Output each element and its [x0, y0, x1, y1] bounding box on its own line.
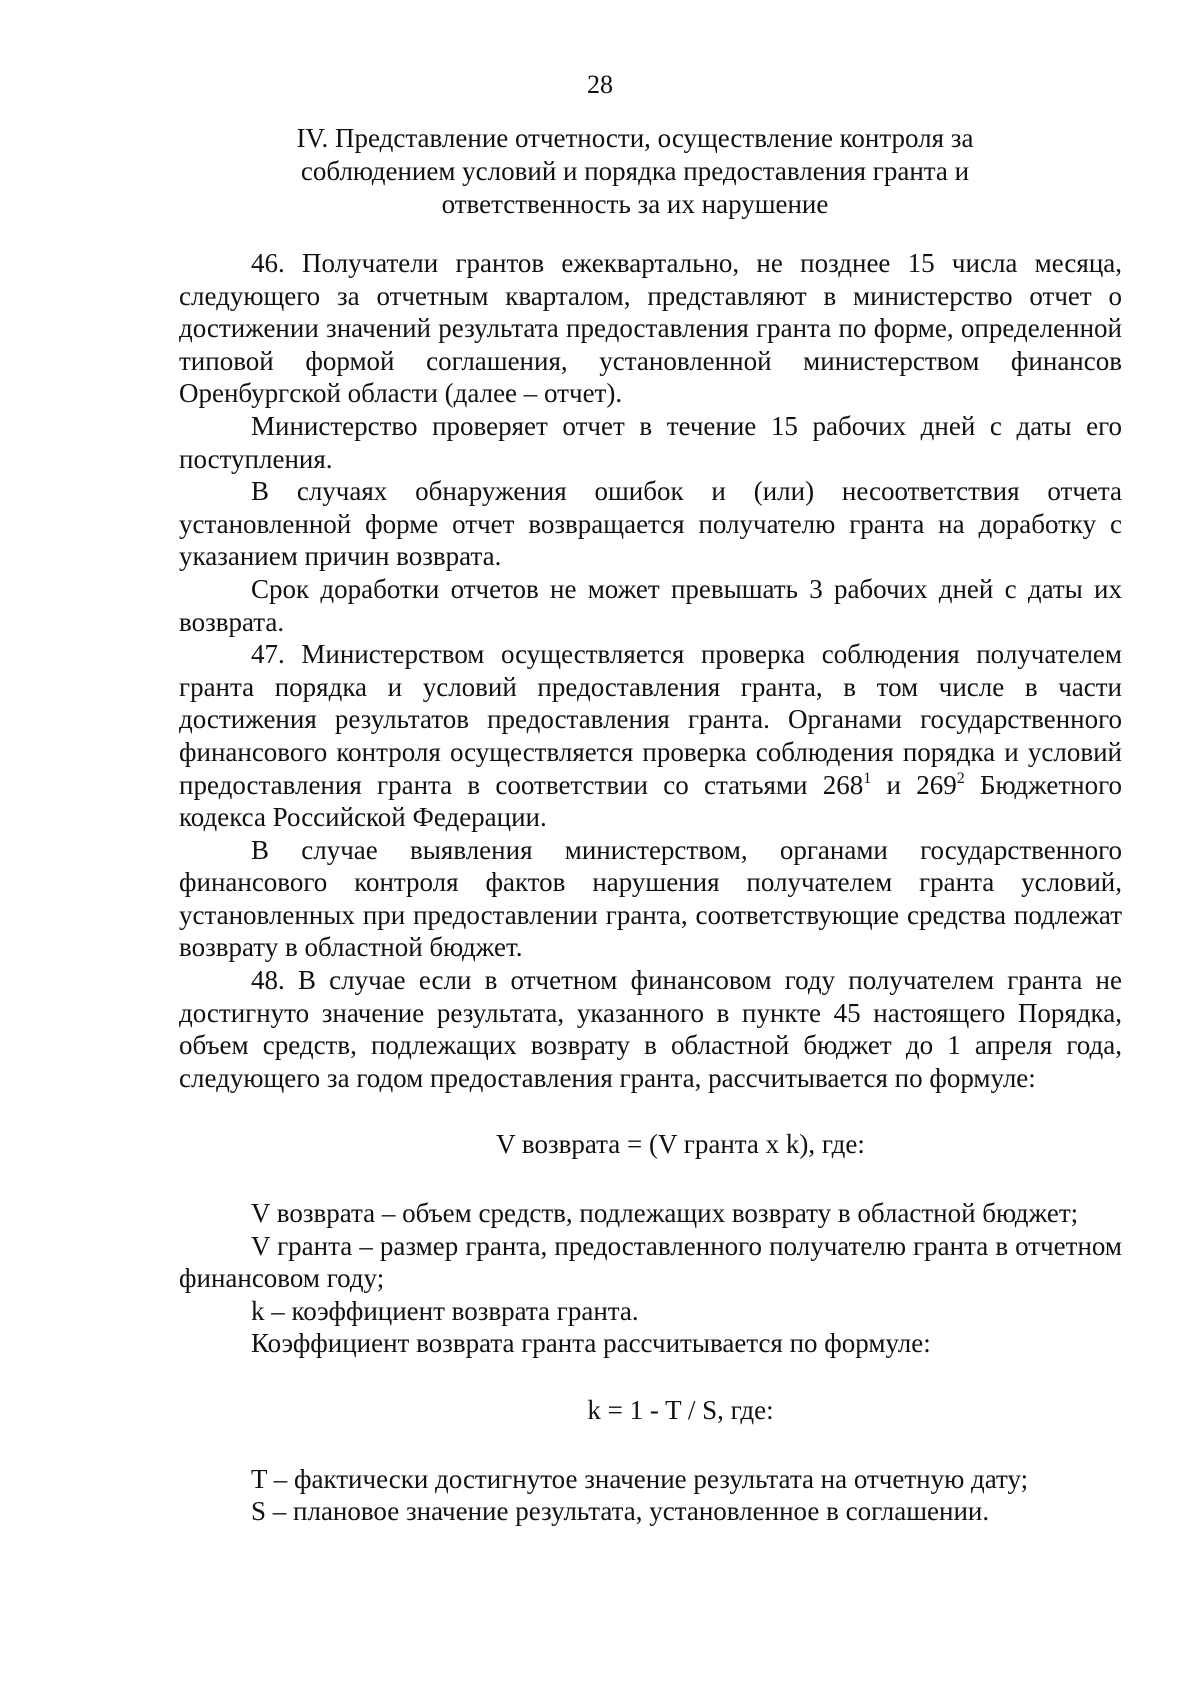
paragraph-47-violation: В случае выявления министерством, органами государственного финансового контроля фактов нарушения получателем гранта условий, установленных при предоставлении гранта, соответствующие средства подлежат возврату в областной бюджет.: [179, 834, 1122, 963]
definition-s: S – плановое значение результата, установленное в соглашении.: [251, 1496, 990, 1527]
definition-k: k – коэффициент возврата гранта.: [251, 1295, 639, 1326]
paragraph-46-errors: В случаях обнаружения ошибок и (или) несоответствия отчета установленной форме отчет возвращается получателю гранта на доработку с указанием причин возврата.: [179, 476, 1122, 572]
paragraph-48-intro: 48. В случае если в отчетном финансовом году получателем гранта не достигнуто значение результата, указанного в пункте 45 настоящего Порядка, объем средств, подлежащих возврату в областной бюджет до 1 апреля года, следующего за годом предоставления гранта, рассчитывается по формуле:: [179, 965, 1122, 1093]
paragraph-47-text-after: Бюджетного кодекса Российской Федерации.: [179, 769, 1122, 833]
section-title-line: соблюдением условий и порядка предоставления гранта и: [300, 156, 970, 186]
superscript-2: 2: [956, 769, 965, 787]
definition-v-return: V возврата – объем средств, подлежащих возврату в областной бюджет;: [251, 1198, 1079, 1229]
paragraph-47-control: [179, 638, 1122, 834]
paragraph-46-intro: 46. Получатели грантов ежеквартально, не позднее 15 числа месяца, следующего за отчетным кварталом, представляют в министерство отчет о достижении значений результата предоставления гранта по форме, определенной типовой формой соглашения, установленной министерством финансов Оренбургской области (далее – отчет).: [179, 248, 1122, 409]
section-title: [240, 122, 1030, 221]
definition-v-grant: V гранта – размер гранта, предоставленного получателю гранта в отчетном финансовом году;: [179, 1230, 1122, 1294]
paragraph-47-text-mid: и 269: [871, 769, 957, 800]
formula-return-volume: V возврата = (V гранта х k), где:: [496, 1129, 865, 1160]
paragraph-46-term: Срок доработки отчетов не может превышать 3 рабочих дней с даты их возврата.: [179, 573, 1122, 637]
paragraph-46-check: Министерство проверяет отчет в течение 15 рабочих дней с даты его поступления.: [179, 410, 1122, 474]
document-body: [179, 247, 1122, 1528]
superscript-1: 1: [863, 769, 872, 787]
paragraph-47-text-before: 47. Министерством осуществляется проверка соблюдения получателем гранта порядка и условий предоставления гранта, в том числе в части достижения результатов предоставления гранта. Органами государственного финансового контроля осуществляется проверка соблюдения порядка и условий предоставления гранта в соответствии со статьями 268: [179, 639, 1122, 800]
k-formula-intro: Коэффициент возврата гранта рассчитывается по формуле:: [251, 1328, 931, 1359]
page-number: 28: [587, 70, 613, 99]
section-title-line: ответственность за их нарушение: [441, 189, 829, 219]
definition-t: T – фактически достигнутое значение результата на отчетную дату;: [251, 1463, 1029, 1494]
formula-coefficient: k = 1 - T / S, где:: [587, 1395, 774, 1425]
section-title-line: IV. Представление отчетности, осуществление контроля за: [296, 123, 974, 153]
